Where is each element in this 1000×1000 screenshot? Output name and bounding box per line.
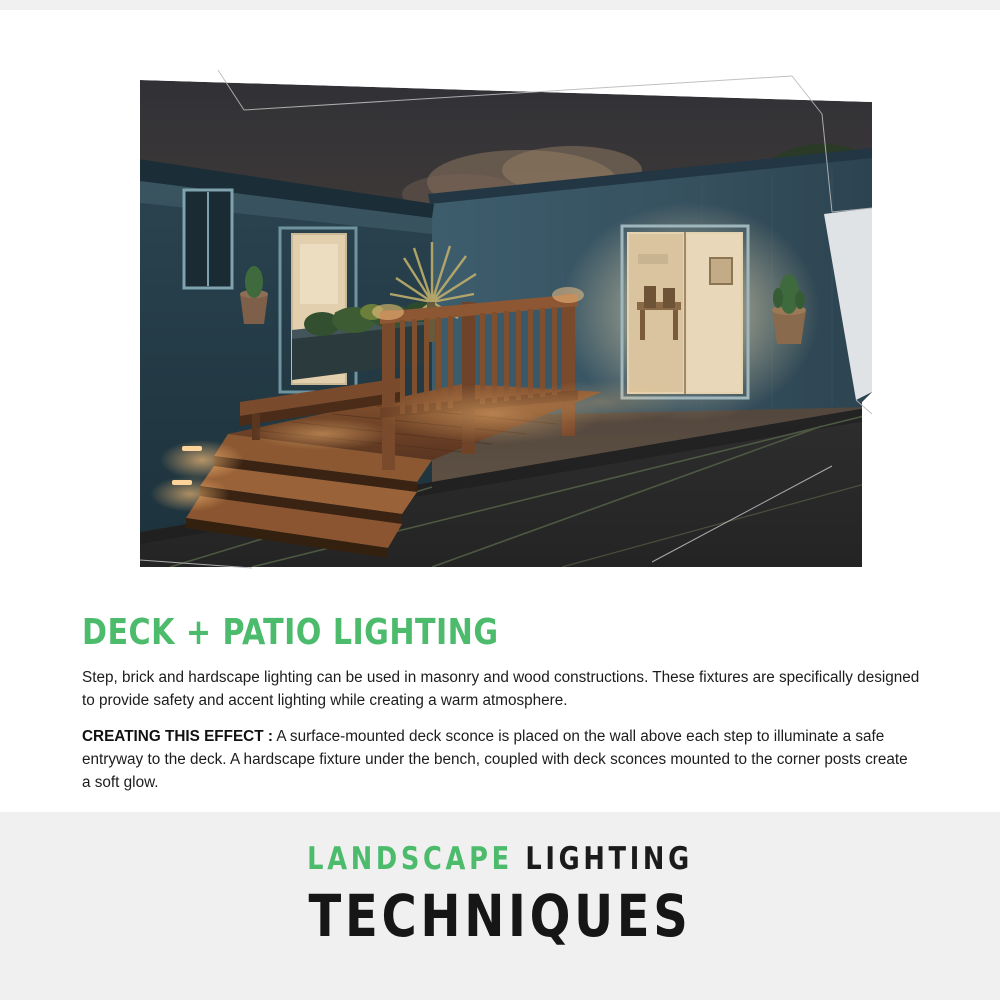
top-edge-strip — [0, 0, 1000, 10]
article-text — [82, 612, 920, 794]
effect-text: A surface-mounted deck sconce is placed on the wall above each step to illuminate a safe entryway to the deck. A hardscape fixture under the bench, coupled with deck sconces mounted to the corner posts create a soft glow. — [82, 728, 908, 791]
deck-patio-night-rendering — [132, 62, 872, 572]
footer-band — [0, 812, 1000, 1000]
page-title: DECK + PATIO LIGHTING — [82, 612, 499, 653]
brand-line-one — [40, 841, 960, 877]
effect-label: CREATING THIS EFFECT : — [82, 728, 273, 746]
main-content — [0, 10, 1000, 812]
brand-line-two: TECHNIQUES — [308, 882, 692, 950]
illustration-container — [132, 62, 872, 572]
footer-brand — [0, 841, 1000, 950]
intro-paragraph: Step, brick and hardscape lighting can be used in masonry and wood constructions. These fixtures are specifically designed to provide safety and accent lighting while creating a warm atmosphere. — [82, 669, 920, 709]
brand-landscape-word: LANDSCAPE — [307, 841, 513, 877]
brand-lighting-word: LIGHTING — [525, 841, 693, 877]
effect-paragraph — [82, 726, 920, 794]
